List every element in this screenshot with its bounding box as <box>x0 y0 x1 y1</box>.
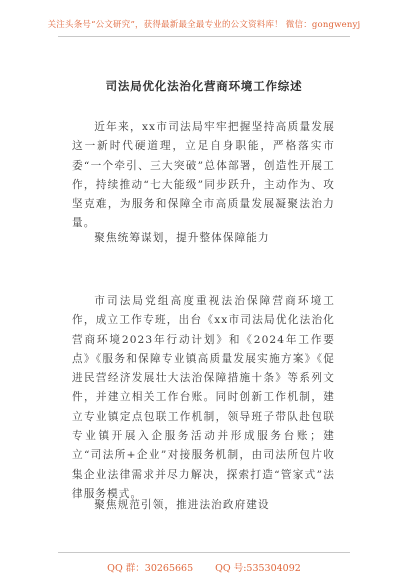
footer-divider <box>58 552 350 553</box>
document-title: 司法局优化法治化营商环境工作综述 <box>105 79 303 93</box>
footer-qq-number: QQ 号:535304092 <box>215 563 301 574</box>
intro-paragraph: 近年来，xx市司法局牢牢把握坚持高质量发展这一新时代硬道理，立足自身职能，严格落实市委“一个牵引、三大突破”总体部署，创造性开展工作，持续推动“七大能级”同步跃升，主动作为、攻坚克难，为服务和保障全市高质量发展凝聚法治力量。 <box>72 121 335 230</box>
header-banner: 关注头条号“公文研究”，获得最新最全最专业的公文资料库！ 微信：gongwenyj <box>47 20 361 30</box>
footer-qq-group: QQ 群：30265665 <box>107 563 194 574</box>
footer-contact <box>0 560 408 574</box>
body-paragraph: 市司法局党组高度重视法治保障营商环境工作，成立工作专班，出台《xx市司法局优化法治化营商环境2023年行动计划》和《2024年工作要点》《服务和保障专业镇高质量发展实施方案》《促进民营经济发展壮大法治保障措施十条》等系列文件，并建立相关工作台账。同时创新工作机制，建立专业镇定点包联工作机制，领导班子带队赴包联专业镇开展入企服务活动并形成服务台账；建立“司法所+企业”对接服务机制，由司法所包片收集企业法律需求并尽力解决，探索打造“管家式”法律服务模式。 <box>72 295 335 500</box>
header-divider <box>58 36 350 37</box>
section-heading-1: 聚焦统筹谋划，提升整体保障能力 <box>94 232 270 244</box>
section-heading-2: 聚焦规范引领，推进法治政府建设 <box>94 499 270 511</box>
